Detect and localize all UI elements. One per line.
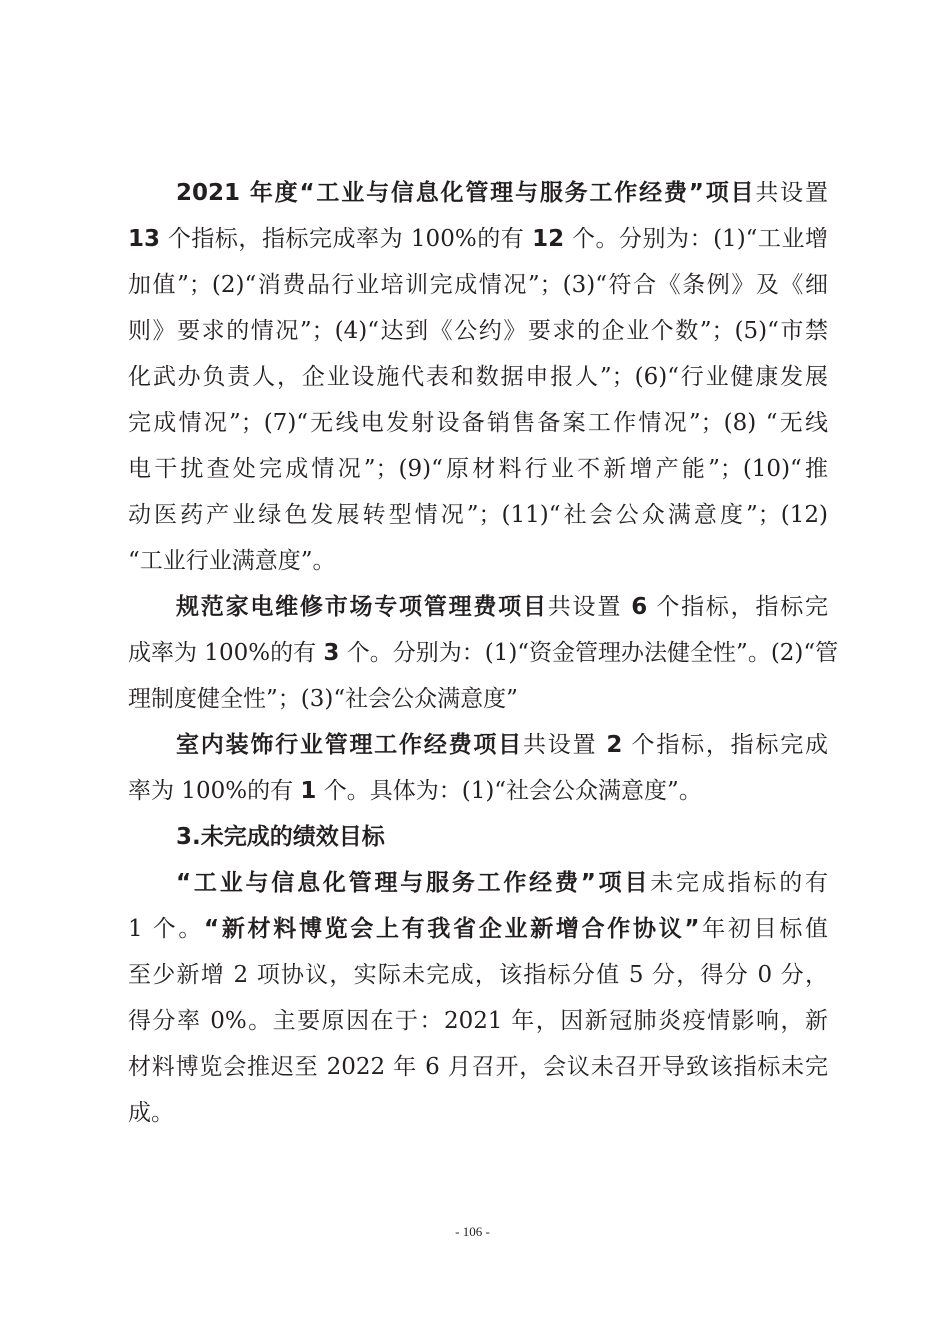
text-segment: 个指标，指标完成	[622, 732, 829, 758]
bold-text: 2	[606, 732, 623, 758]
text-line	[128, 308, 828, 354]
text-line	[128, 1090, 828, 1136]
text-segment: 则》要求的情况”；(4)“达到《公约》要求的企业个数”；(5)“市禁	[128, 318, 828, 344]
bold-text: 6	[631, 594, 648, 620]
text-line	[128, 814, 828, 860]
text-segment: 个。具体为：(1)“社会公众满意度”。	[316, 778, 702, 804]
text-line	[128, 584, 828, 630]
text-line	[128, 400, 828, 446]
document-body	[128, 170, 839, 1136]
paragraph	[128, 860, 828, 1136]
text-segment: 加值”；(2)“消费品行业培训完成情况”；(3)“符合《条例》及《细	[128, 272, 828, 298]
bold-text: 1	[300, 778, 317, 804]
page-number: - 106 -	[455, 1224, 490, 1239]
paragraph	[128, 722, 828, 814]
text-line	[128, 630, 839, 676]
text-segment: 得分率 0%。主要原因在于：2021 年，因新冠肺炎疫情影响，新	[128, 1008, 828, 1034]
text-segment: 成。	[128, 1100, 174, 1126]
text-line	[128, 262, 828, 308]
text-line	[128, 446, 828, 492]
text-line	[128, 354, 828, 400]
text-segment: 化武办负责人，企业设施代表和数据申报人”；(6)“行业健康发展	[128, 364, 828, 390]
text-line	[128, 216, 828, 262]
text-line	[128, 722, 828, 768]
text-line	[128, 170, 828, 216]
text-segment: 个指标，指标完	[647, 594, 829, 620]
bold-text: 3	[323, 640, 340, 666]
bold-text: 12	[532, 226, 565, 252]
text-segment: 至少新增 2 项协议，实际未完成，该指标分值 5 分，得分 0 分，	[128, 962, 828, 988]
text-segment: 个。分别为：(1)“工业增	[564, 226, 828, 252]
text-segment: 1 个。	[128, 916, 205, 942]
text-segment: 年初目标值	[699, 916, 829, 942]
text-segment: 未完成指标的有	[650, 870, 829, 896]
bold-text: 13	[128, 226, 161, 252]
text-line	[128, 952, 828, 998]
text-segment: 完成情况”；(7)“无线电发射设备销售备案工作情况”；(8) “无线	[128, 410, 828, 436]
text-line	[128, 676, 828, 722]
text-segment: “工业行业满意度”。	[128, 548, 336, 574]
text-segment: 共设置	[522, 732, 607, 758]
paragraph	[128, 170, 828, 584]
text-segment: 成率为 100%的有	[128, 640, 324, 666]
text-line	[128, 538, 828, 584]
bold-text: 室内装饰行业管理工作经费项目	[176, 732, 523, 758]
bold-text: “新材料博览会上有我省企业新增合作协议”	[204, 916, 700, 942]
text-segment: 材料博览会推迟至 2022 年 6 月召开，会议未召开导致该指标未完	[128, 1054, 828, 1080]
bold-text: 2021 年度“工业与信息化管理与服务工作经费”项目	[176, 180, 756, 206]
bold-text: “工业与信息化管理与服务工作经费”项目	[176, 870, 651, 896]
text-line	[128, 906, 828, 952]
bold-text: 规范家电维修市场专项管理费项目	[176, 594, 548, 620]
text-line	[128, 492, 828, 538]
bold-text: 3.未完成的绩效目标	[176, 824, 385, 850]
text-segment: 动医药产业绿色发展转型情况”；(11)“社会公众满意度”；(12)	[128, 502, 828, 528]
text-segment: 共设置	[755, 180, 828, 206]
section-heading	[128, 814, 828, 860]
text-line	[128, 1044, 828, 1090]
text-line	[128, 768, 828, 814]
paragraph	[128, 584, 839, 722]
text-segment: 理制度健全性”；(3)“社会公众满意度”	[128, 686, 518, 712]
text-segment: 率为 100%的有	[128, 778, 301, 804]
text-line	[128, 860, 828, 906]
text-segment: 个指标，指标完成率为 100%的有	[160, 226, 533, 252]
text-segment: 个。分别为：(1)“资金管理办法健全性”。(2)“管	[339, 640, 839, 666]
text-line	[128, 998, 828, 1044]
text-segment: 共设置	[547, 594, 632, 620]
text-segment: 电干扰查处完成情况”；(9)“原材料行业不新增产能”；(10)“推	[128, 456, 828, 482]
